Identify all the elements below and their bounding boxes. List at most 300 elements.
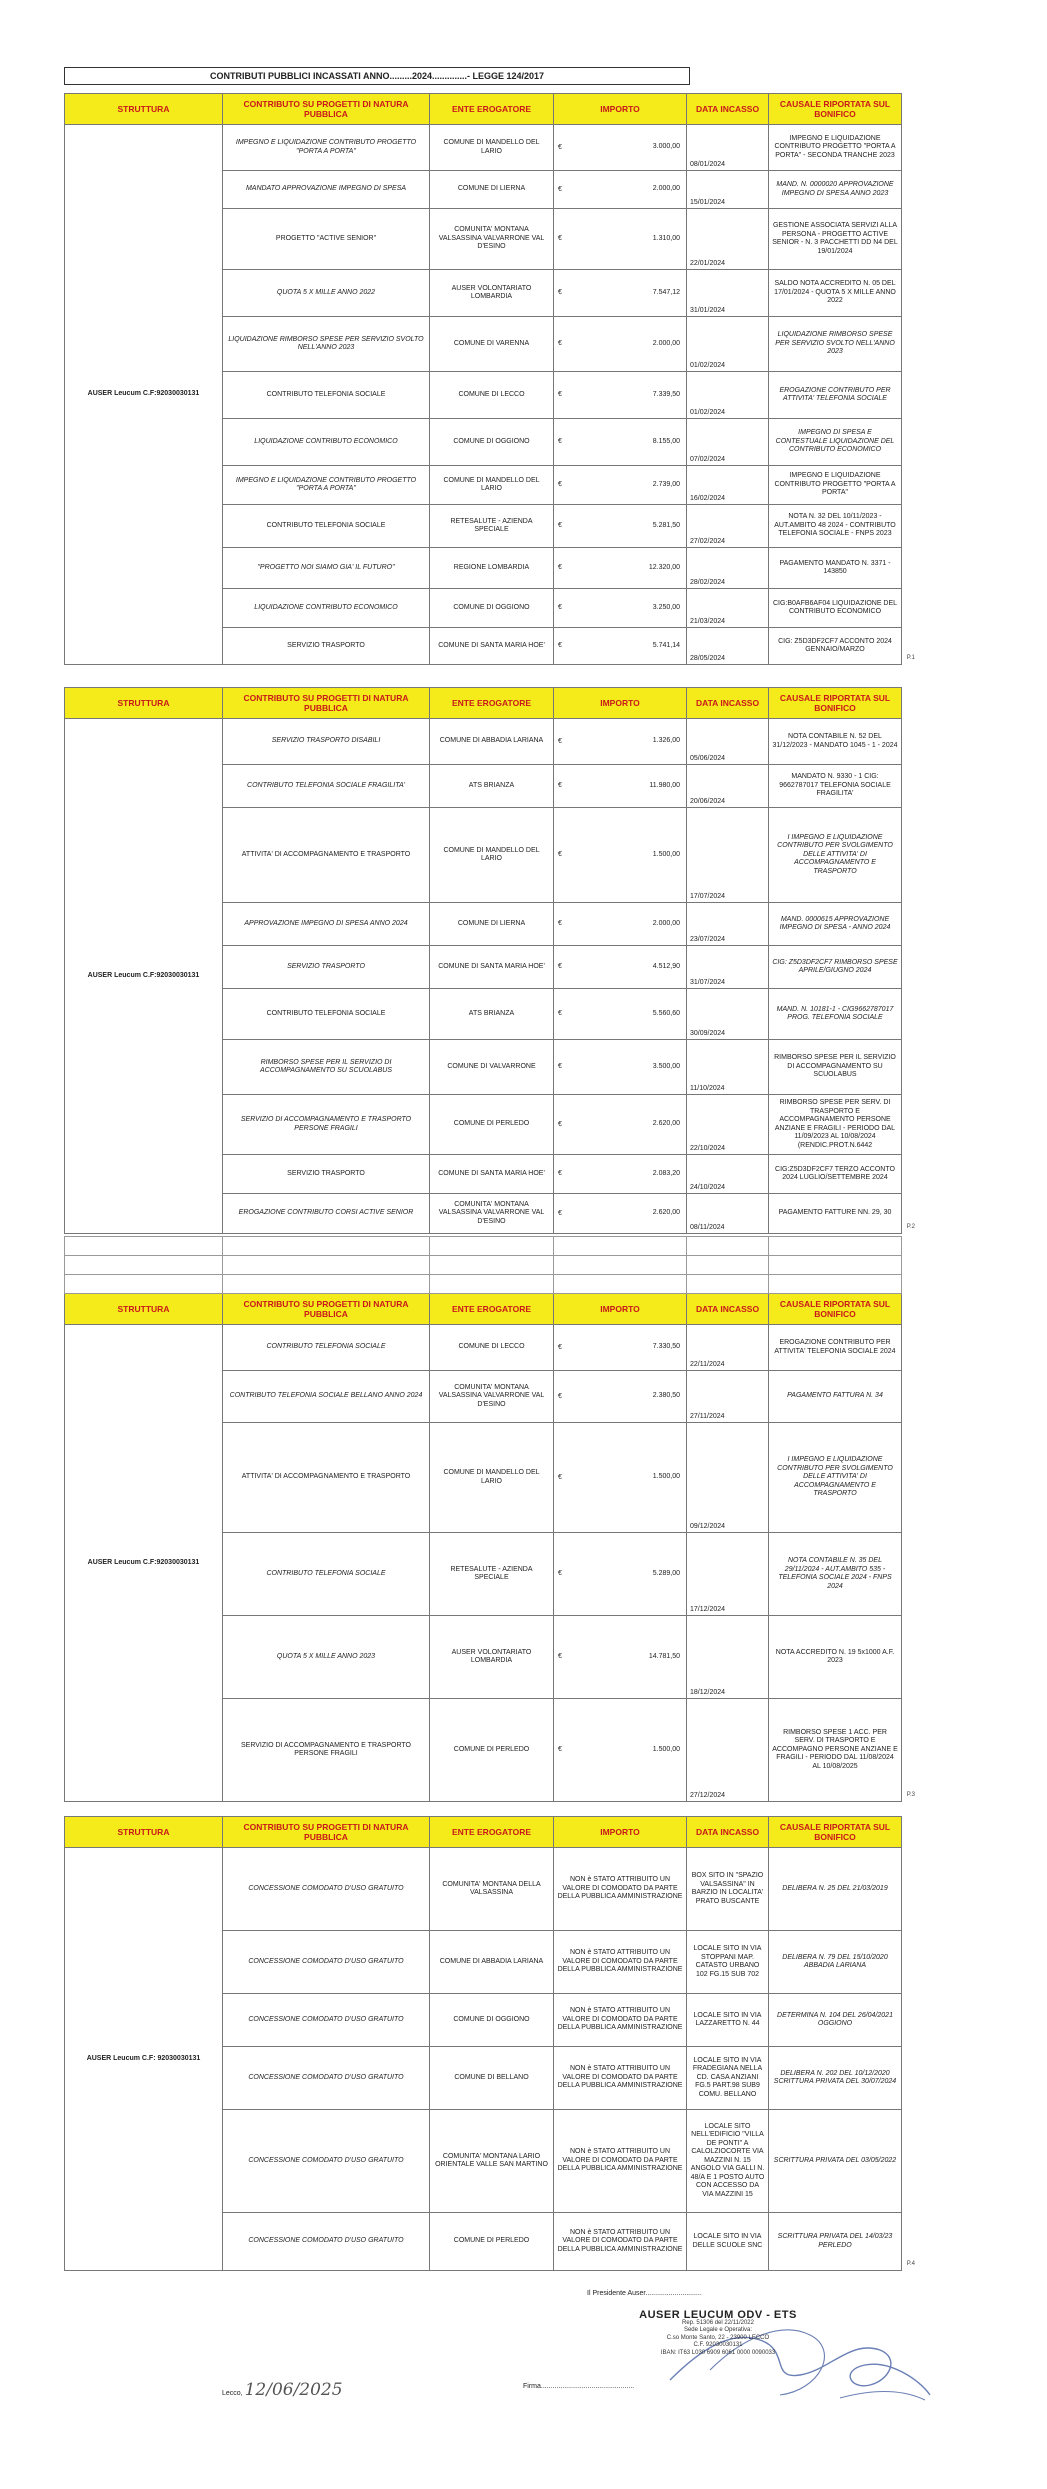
- page-number: P.2: [906, 1224, 915, 1230]
- causale-cell: NOTA N. 32 DEL 10/11/2023 - AUT.AMBITO 48 2024 - CONTRIBUTO TELEFONIA SOCIALE - FNPS 2023: [769, 505, 902, 548]
- ente-cell: AUSER VOLONTARIATO LOMBARDIA: [430, 1616, 554, 1699]
- ente-cell: COMUNE DI SANTA MARIA HOE': [430, 946, 554, 989]
- euro-symbol: €: [558, 288, 562, 296]
- document-title: CONTRIBUTI PUBBLICI INCASSATI ANNO.........2024..............- LEGGE 124/2017: [64, 67, 690, 85]
- struttura-cell: AUSER Leucum C.F: 92030030131: [65, 1848, 223, 2271]
- blank-cell: [223, 1256, 430, 1275]
- contributo-cell: RIMBORSO SPESE PER IL SERVIZIO DI ACCOMPAGNAMENTO SU SCUOLABUS: [223, 1040, 430, 1095]
- contributions-table: [64, 687, 902, 1234]
- contributo-cell: EROGAZIONE CONTRIBUTO CORSI ACTIVE SENIOR: [223, 1194, 430, 1234]
- causale-cell: DETERMINA N. 104 DEL 26/04/2021 OGGIONO: [769, 1994, 902, 2047]
- euro-symbol: €: [558, 1009, 562, 1017]
- ente-cell: COMUNE DI PERLEDO: [430, 1699, 554, 1802]
- data-incasso-cell: 09/12/2024: [687, 1423, 769, 1533]
- col-header-importo: IMPORTO: [554, 94, 687, 125]
- contributo-cell: SERVIZIO TRASPORTO DISABILI: [223, 719, 430, 765]
- contributo-cell: CONCESSIONE COMODATO D'USO GRATUITO: [223, 2213, 430, 2271]
- ente-cell: COMUNE DI LIERNA: [430, 903, 554, 946]
- contributo-cell: QUOTA 5 X MILLE ANNO 2022: [223, 270, 430, 317]
- importo-value: 11.980,00: [649, 781, 680, 789]
- importo-cell: [554, 505, 687, 548]
- col-header-struttura: STRUTTURA: [65, 688, 223, 719]
- euro-symbol: €: [558, 1569, 562, 1577]
- data-incasso-cell: LOCALE SITO IN VIA STOPPANI MAP. CATASTO URBANO 102 FG.15 SUB 702: [687, 1931, 769, 1994]
- data-incasso-cell: 31/01/2024: [687, 270, 769, 317]
- ente-cell: COMUNITA' MONTANA DELLA VALSASSINA: [430, 1848, 554, 1931]
- importo-value: 5.560,60: [652, 1009, 680, 1017]
- ente-cell: COMUNITA' MONTANA VALSASSINA VALVARRONE VAL D'ESINO: [430, 1194, 554, 1234]
- contributo-cell: MANDATO APPROVAZIONE IMPEGNO DI SPESA: [223, 171, 430, 209]
- firma-label: Firma................................................: [523, 2383, 635, 2390]
- contributo-cell: LIQUIDAZIONE CONTRIBUTO ECONOMICO: [223, 419, 430, 466]
- data-incasso-cell: 28/02/2024: [687, 548, 769, 589]
- contributo-cell: APPROVAZIONE IMPEGNO DI SPESA ANNO 2024: [223, 903, 430, 946]
- causale-cell: MAND. N. 0000020 APPROVAZIONE IMPEGNO DI SPESA ANNO 2023: [769, 171, 902, 209]
- ente-cell: COMUNE DI MANDELLO DEL LARIO: [430, 1423, 554, 1533]
- contributo-cell: CONCESSIONE COMODATO D'USO GRATUITO: [223, 2047, 430, 2110]
- table-row: [65, 1848, 902, 1931]
- importo-cell: [554, 1423, 687, 1533]
- importo-value: 3.000,00: [652, 143, 680, 151]
- data-incasso-cell: 27/12/2024: [687, 1699, 769, 1802]
- table-section: [64, 687, 915, 1234]
- blank-cell: [769, 1256, 902, 1275]
- struttura-cell: AUSER Leucum C.F:92030030131: [65, 719, 223, 1234]
- blank-cell: [687, 1256, 769, 1275]
- blank-cell: [554, 1237, 687, 1256]
- data-incasso-cell: 22/01/2024: [687, 209, 769, 270]
- importo-value: 2.083,20: [652, 1169, 680, 1177]
- importo-cell: [554, 946, 687, 989]
- col-header-causale: CAUSALE RIPORTATA SUL BONIFICO: [769, 1294, 902, 1325]
- euro-symbol: €: [558, 390, 562, 398]
- euro-symbol: €: [558, 919, 562, 927]
- importo-cell: [554, 270, 687, 317]
- ente-cell: COMUNE DI MANDELLO DEL LARIO: [430, 466, 554, 505]
- importo-cell: [554, 1040, 687, 1095]
- contributo-cell: SERVIZIO DI ACCOMPAGNAMENTO E TRASPORTO PERSONE FRAGILI: [223, 1095, 430, 1155]
- ente-cell: COMUNE DI PERLEDO: [430, 1095, 554, 1155]
- causale-cell: DELIBERA N. 202 DEL 10/12/2020 SCRITTURA PRIVATA DEL 30/07/2024: [769, 2047, 902, 2110]
- contributo-cell: IMPEGNO E LIQUIDAZIONE CONTRIBUTO PROGETTO "PORTA A PORTA": [223, 466, 430, 505]
- euro-symbol: €: [558, 1062, 562, 1070]
- col-header-ente: ENTE EROGATORE: [430, 94, 554, 125]
- col-header-struttura: STRUTTURA: [65, 1294, 223, 1325]
- blank-cell: [687, 1275, 769, 1294]
- importo-cell: [554, 628, 687, 665]
- ente-cell: COMUNITA' MONTANA VALSASSINA VALVARRONE VAL D'ESINO: [430, 209, 554, 270]
- blank-cell: [65, 1256, 223, 1275]
- euro-symbol: €: [558, 781, 562, 789]
- header-row: [65, 688, 902, 719]
- col-header-contributo: CONTRIBUTO SU PROGETTI DI NATURA PUBBLICA: [223, 1294, 430, 1325]
- table-section: [64, 1816, 915, 2271]
- importo-value: 2.380,50: [652, 1392, 680, 1400]
- importo-value: 3.250,00: [652, 603, 680, 611]
- euro-symbol: €: [558, 143, 562, 151]
- blank-cell: [687, 1237, 769, 1256]
- data-incasso-cell: 23/07/2024: [687, 903, 769, 946]
- importo-cell: [554, 125, 687, 171]
- importo-cell: [554, 989, 687, 1040]
- importo-cell: NON è STATO ATTRIBUITO UN VALORE DI COMODATO DA PARTE DELLA PUBBLICA AMMINISTRAZIONE: [554, 2213, 687, 2271]
- importo-value: 1.500,00: [652, 1745, 680, 1753]
- data-incasso-cell: 18/12/2024: [687, 1616, 769, 1699]
- causale-cell: MANDATO N. 9330 - 1 CIG: 9662787017 TELEFONIA SOCIALE FRAGILITA': [769, 765, 902, 808]
- causale-cell: MAND. 0000615 APPROVAZIONE IMPEGNO DI SPESA - ANNO 2024: [769, 903, 902, 946]
- importo-cell: [554, 466, 687, 505]
- causale-cell: DELIBERA N. 79 DEL 15/10/2020 ABBADIA LARIANA: [769, 1931, 902, 1994]
- importo-value: 2.620,00: [652, 1209, 680, 1217]
- causale-cell: SCRITTURA PRIVATA DEL 03/05/2022: [769, 2110, 902, 2213]
- importo-value: 5.741,14: [652, 641, 680, 649]
- data-incasso-cell: 08/11/2024: [687, 1194, 769, 1234]
- organization-name: AUSER LEUCUM ODV - ETS: [639, 2309, 797, 2321]
- contributo-cell: CONTRIBUTO TELEFONIA SOCIALE FRAGILITA': [223, 765, 430, 808]
- importo-cell: [554, 317, 687, 372]
- contributions-table: [64, 1816, 902, 2271]
- importo-value: 7.547,12: [652, 288, 680, 296]
- causale-cell: RIMBORSO SPESE PER IL SERVIZIO DI ACCOMPAGNAMENTO SU SCUOLABUS: [769, 1040, 902, 1095]
- col-header-data-incasso: DATA INCASSO: [687, 688, 769, 719]
- causale-cell: DELIBERA N. 25 DEL 21/03/2019: [769, 1848, 902, 1931]
- contributo-cell: PROGETTO "ACTIVE SENIOR": [223, 209, 430, 270]
- euro-symbol: €: [558, 1473, 562, 1481]
- data-incasso-cell: LOCALE SITO IN VIA DELLE SCUOLE SNC: [687, 2213, 769, 2271]
- org-line: Sede Legale e Operativa:: [683, 2327, 753, 2333]
- importo-cell: [554, 765, 687, 808]
- importo-cell: [554, 1533, 687, 1616]
- col-header-data-incasso: DATA INCASSO: [687, 1817, 769, 1848]
- causale-cell: LIQUIDAZIONE RIMBORSO SPESE PER SERVIZIO SVOLTO NELL'ANNO 2023: [769, 317, 902, 372]
- importo-cell: NON è STATO ATTRIBUITO UN VALORE DI COMODATO DA PARTE DELLA PUBBLICA AMMINISTRAZIONE: [554, 1931, 687, 1994]
- org-line: C.so Monte Santo, 22 - 23900 LECCO: [666, 2334, 770, 2341]
- causale-cell: NOTA CONTABILE N. 52 DEL 31/12/2023 - MANDATO 1045 - 1 - 2024: [769, 719, 902, 765]
- data-incasso-cell: 11/10/2024: [687, 1040, 769, 1095]
- data-incasso-cell: 01/02/2024: [687, 317, 769, 372]
- col-header-struttura: STRUTTURA: [65, 1817, 223, 1848]
- importo-cell: [554, 903, 687, 946]
- importo-cell: [554, 808, 687, 903]
- importo-value: 1.310,00: [652, 234, 680, 242]
- col-header-ente: ENTE EROGATORE: [430, 1817, 554, 1848]
- causale-cell: I IMPEGNO E LIQUIDAZIONE CONTRIBUTO PER SVOLGIMENTO DELLE ATTIVITA' DI ACCOMPAGNAMENTO E TRASPORTO: [769, 808, 902, 903]
- ente-cell: COMUNE DI MANDELLO DEL LARIO: [430, 808, 554, 903]
- importo-cell: [554, 419, 687, 466]
- importo-cell: [554, 372, 687, 419]
- struttura-cell: AUSER Leucum C.F:92030030131: [65, 125, 223, 665]
- euro-symbol: €: [558, 437, 562, 445]
- col-header-causale: CAUSALE RIPORTATA SUL BONIFICO: [769, 688, 902, 719]
- ente-cell: ATS BRIANZA: [430, 989, 554, 1040]
- ente-cell: COMUNE DI VALVARRONE: [430, 1040, 554, 1095]
- importo-cell: NON è STATO ATTRIBUITO UN VALORE DI COMODATO DA PARTE DELLA PUBBLICA AMMINISTRAZIONE: [554, 2110, 687, 2213]
- col-header-contributo: CONTRIBUTO SU PROGETTI DI NATURA PUBBLICA: [223, 1817, 430, 1848]
- causale-cell: RIMBORSO SPESE 1 ACC. PER SERV. DI TRASPORTO E ACCOMPAGNO PERSONE ANZIANE E FRAGILI - PERIODO DAL 11/08/2024 AL 10/08/2025: [769, 1699, 902, 1802]
- importo-cell: [554, 1371, 687, 1423]
- blank-cell: [430, 1275, 554, 1294]
- ente-cell: COMUNE DI SANTA MARIA HOE': [430, 1155, 554, 1194]
- euro-symbol: €: [558, 1120, 562, 1128]
- col-header-contributo: CONTRIBUTO SU PROGETTI DI NATURA PUBBLICA: [223, 94, 430, 125]
- col-header-importo: IMPORTO: [554, 688, 687, 719]
- ente-cell: COMUNE DI ABBADIA LARIANA: [430, 719, 554, 765]
- ente-cell: AUSER VOLONTARIATO LOMBARDIA: [430, 270, 554, 317]
- contributo-cell: CONTRIBUTO TELEFONIA SOCIALE: [223, 1533, 430, 1616]
- place-date: [222, 2380, 343, 2400]
- causale-cell: IMPEGNO DI SPESA E CONTESTUALE LIQUIDAZIONE DEL CONTRIBUTO ECONOMICO: [769, 419, 902, 466]
- data-incasso-cell: 31/07/2024: [687, 946, 769, 989]
- causale-cell: SALDO NOTA ACCREDITO N. 05 DEL 17/01/2024 - QUOTA 5 X MILLE ANNO 2022: [769, 270, 902, 317]
- table-row: [65, 1325, 902, 1371]
- col-header-ente: ENTE EROGATORE: [430, 688, 554, 719]
- blank-cell: [554, 1256, 687, 1275]
- contributo-cell: IMPEGNO E LIQUIDAZIONE CONTRIBUTO PROGETTO "PORTA A PORTA": [223, 125, 430, 171]
- contributo-cell: CONTRIBUTO TELEFONIA SOCIALE BELLANO ANNO 2024: [223, 1371, 430, 1423]
- importo-cell: [554, 589, 687, 628]
- blank-cell: [554, 1275, 687, 1294]
- contributo-cell: CONTRIBUTO TELEFONIA SOCIALE: [223, 372, 430, 419]
- col-header-importo: IMPORTO: [554, 1817, 687, 1848]
- data-incasso-cell: 07/02/2024: [687, 419, 769, 466]
- euro-symbol: €: [558, 641, 562, 649]
- causale-cell: RIMBORSO SPESE PER SERV. DI TRASPORTO E ACCOMPAGNAMENTO PERSONE ANZIANE E FRAGILI - PERIODO DAL 11/09/2023 AL 10/08/2024 (RENDIC.PROT.N.6442: [769, 1095, 902, 1155]
- importo-value: 1.500,00: [652, 1473, 680, 1481]
- importo-cell: NON è STATO ATTRIBUITO UN VALORE DI COMODATO DA PARTE DELLA PUBBLICA AMMINISTRAZIONE: [554, 1994, 687, 2047]
- euro-symbol: €: [558, 737, 562, 745]
- euro-symbol: €: [558, 185, 562, 193]
- table-section: [64, 93, 915, 665]
- data-incasso-cell: 16/02/2024: [687, 466, 769, 505]
- data-incasso-cell: 28/05/2024: [687, 628, 769, 665]
- importo-cell: [554, 1155, 687, 1194]
- contributo-cell: ATTIVITA' DI ACCOMPAGNAMENTO E TRASPORTO: [223, 808, 430, 903]
- col-header-importo: IMPORTO: [554, 1294, 687, 1325]
- data-incasso-cell: 17/12/2024: [687, 1533, 769, 1616]
- euro-symbol: €: [558, 603, 562, 611]
- causale-cell: I IMPEGNO E LIQUIDAZIONE CONTRIBUTO PER SVOLGIMENTO DELLE ATTIVITA' DI ACCOMPAGNAMENTO E TRASPORTO: [769, 1423, 902, 1533]
- ente-cell: ATS BRIANZA: [430, 765, 554, 808]
- data-incasso-cell: 27/02/2024: [687, 505, 769, 548]
- importo-value: 12.320,00: [648, 563, 680, 571]
- importo-value: 1.326,00: [652, 737, 680, 745]
- contributo-cell: CONCESSIONE COMODATO D'USO GRATUITO: [223, 1848, 430, 1931]
- causale-cell: CIG:B0AFB6AF04 LIQUIDAZIONE DEL CONTRIBUTO ECONOMICO: [769, 589, 902, 628]
- euro-symbol: €: [558, 1169, 562, 1177]
- causale-cell: CIG: Z5D3DF2CF7 ACCONTO 2024 GENNAIO/MARZO: [769, 628, 902, 665]
- causale-cell: NOTA CONTABILE N. 35 DEL 29/11/2024 - AUT.AMBITO 535 - TELEFONIA SOCIALE 2024 - FNPS 2024: [769, 1533, 902, 1616]
- table-row: [65, 125, 902, 171]
- importo-value: 1.500,00: [652, 850, 680, 858]
- ente-cell: COMUNE DI VARENNA: [430, 317, 554, 372]
- importo-value: 2.739,00: [652, 480, 680, 488]
- org-line: IBAN: IT63 L030 6909 6061 0000 0090033: [660, 2349, 776, 2356]
- importo-cell: [554, 1095, 687, 1155]
- contributo-cell: CONTRIBUTO TELEFONIA SOCIALE: [223, 505, 430, 548]
- col-header-struttura: STRUTTURA: [65, 94, 223, 125]
- causale-cell: PAGAMENTO FATTURE NN. 29, 30: [769, 1194, 902, 1234]
- page-number: P.3: [906, 1792, 915, 1798]
- causale-cell: PAGAMENTO FATTURA N. 34: [769, 1371, 902, 1423]
- handwritten-date: 12/06/2025: [244, 2380, 343, 2400]
- page-number: P.1: [906, 655, 915, 661]
- importo-cell: [554, 1325, 687, 1371]
- ente-cell: COMUNITA' MONTANA LARIO ORIENTALE VALLE SAN MARTINO: [430, 2110, 554, 2213]
- blank-cell: [65, 1237, 223, 1256]
- data-incasso-cell: 24/10/2024: [687, 1155, 769, 1194]
- page-number: P.4: [906, 2261, 915, 2267]
- euro-symbol: €: [558, 1343, 562, 1351]
- importo-value: 2.000,00: [652, 185, 680, 193]
- ente-cell: RETESALUTE - AZIENDA SPECIALE: [430, 1533, 554, 1616]
- blank-cell: [430, 1256, 554, 1275]
- blank-cell: [223, 1275, 430, 1294]
- causale-cell: NOTA ACCREDITO N. 19 5x1000 A.F. 2023: [769, 1616, 902, 1699]
- organization-stamp: [628, 2309, 808, 2357]
- contributo-cell: LIQUIDAZIONE RIMBORSO SPESE PER SERVIZIO SVOLTO NELL'ANNO 2023: [223, 317, 430, 372]
- contributo-cell: CONTRIBUTO TELEFONIA SOCIALE: [223, 989, 430, 1040]
- euro-symbol: €: [558, 1209, 562, 1217]
- causale-cell: EROGAZIONE CONTRIBUTO PER ATTIVITA' TELEFONIA SOCIALE: [769, 372, 902, 419]
- importo-value: 8.155,00: [652, 437, 680, 445]
- euro-symbol: €: [558, 480, 562, 488]
- contributo-cell: CONCESSIONE COMODATO D'USO GRATUITO: [223, 1994, 430, 2047]
- importo-value: 7.339,50: [652, 390, 680, 398]
- ente-cell: COMUNE DI OGGIONO: [430, 589, 554, 628]
- ente-cell: COMUNE DI LECCO: [430, 372, 554, 419]
- contributo-cell: LIQUIDAZIONE CONTRIBUTO ECONOMICO: [223, 589, 430, 628]
- data-incasso-cell: 01/02/2024: [687, 372, 769, 419]
- data-incasso-cell: 22/10/2024: [687, 1095, 769, 1155]
- ente-cell: COMUNE DI SANTA MARIA HOE': [430, 628, 554, 665]
- euro-symbol: €: [558, 1392, 562, 1400]
- euro-symbol: €: [558, 521, 562, 529]
- importo-cell: [554, 1699, 687, 1802]
- blank-cell: [769, 1237, 902, 1256]
- importo-value: 7.330,50: [652, 1343, 680, 1351]
- euro-symbol: €: [558, 1652, 562, 1660]
- importo-cell: NON è STATO ATTRIBUITO UN VALORE DI COMODATO DA PARTE DELLA PUBBLICA AMMINISTRAZIONE: [554, 1848, 687, 1931]
- data-incasso-cell: 22/11/2024: [687, 1325, 769, 1371]
- causale-cell: CIG: Z5D3DF2CF7 RIMBORSO SPESE APRILE/GIUGNO 2024: [769, 946, 902, 989]
- ente-cell: COMUNE DI LIERNA: [430, 171, 554, 209]
- blank-cell: [223, 1237, 430, 1256]
- header-row: [65, 1294, 902, 1325]
- contributions-table: [64, 1236, 902, 1802]
- header-row: [65, 1817, 902, 1848]
- euro-symbol: €: [558, 339, 562, 347]
- data-incasso-cell: LOCALE SITO IN VIA LAZZARETTO N. 44: [687, 1994, 769, 2047]
- importo-value: 3.500,00: [652, 1062, 680, 1070]
- importo-cell: [554, 209, 687, 270]
- contributo-cell: "PROGETTO NOI SIAMO GIA' IL FUTURO": [223, 548, 430, 589]
- col-header-data-incasso: DATA INCASSO: [687, 94, 769, 125]
- euro-symbol: €: [558, 962, 562, 970]
- causale-cell: PAGAMENTO MANDATO N. 3371 - 143850: [769, 548, 902, 589]
- causale-cell: GESTIONE ASSOCIATA SERVIZI ALLA PERSONA - PROGETTO ACTIVE SENIOR - N. 3 PACCHETTI DD N4 DEL 19/01/2024: [769, 209, 902, 270]
- col-header-contributo: CONTRIBUTO SU PROGETTI DI NATURA PUBBLICA: [223, 688, 430, 719]
- col-header-data-incasso: DATA INCASSO: [687, 1294, 769, 1325]
- causale-cell: MAND. N. 10181-1 - CIG9662787017 PROG. TELEFONIA SOCIALE: [769, 989, 902, 1040]
- causale-cell: SCRITTURA PRIVATA DEL 14/03/23 PERLEDO: [769, 2213, 902, 2271]
- col-header-ente: ENTE EROGATORE: [430, 1294, 554, 1325]
- contributo-cell: QUOTA 5 X MILLE ANNO 2023: [223, 1616, 430, 1699]
- ente-cell: COMUNE DI OGGIONO: [430, 419, 554, 466]
- euro-symbol: €: [558, 1745, 562, 1753]
- causale-cell: EROGAZIONE CONTRIBUTO PER ATTIVITA' TELEFONIA SOCIALE 2024: [769, 1325, 902, 1371]
- ente-cell: COMUNE DI ABBADIA LARIANA: [430, 1931, 554, 1994]
- importo-value: 4.512,90: [652, 962, 680, 970]
- importo-cell: [554, 1194, 687, 1234]
- contributo-cell: CONCESSIONE COMODATO D'USO GRATUITO: [223, 2110, 430, 2213]
- data-incasso-cell: 30/09/2024: [687, 989, 769, 1040]
- data-incasso-cell: LOCALE SITO NELL'EDIFICIO "VILLA DE PONTI" A CALOLZIOCORTE VIA MAZZINI N. 15 ANGOLO VIA GALLI N. 48/A E 1 POSTO AUTO CON ACCESSO DA VIA MAZZINI 15: [687, 2110, 769, 2213]
- importo-value: 2.620,00: [652, 1120, 680, 1128]
- place-label: Lecco,: [222, 2390, 243, 2397]
- causale-cell: CIG:Z5D3DF2CF7 TERZO ACCONTO 2024 LUGLIO/SETTEMBRE 2024: [769, 1155, 902, 1194]
- euro-symbol: €: [558, 850, 562, 858]
- contributo-cell: SERVIZIO TRASPORTO: [223, 628, 430, 665]
- contributo-cell: CONTRIBUTO TELEFONIA SOCIALE: [223, 1325, 430, 1371]
- causale-cell: IMPEGNO E LIQUIDAZIONE CONTRIBUTO PROGETTO "PORTA A PORTA": [769, 466, 902, 505]
- importo-cell: [554, 548, 687, 589]
- importo-value: 2.000,00: [652, 919, 680, 927]
- data-incasso-cell: 08/01/2024: [687, 125, 769, 171]
- importo-cell: [554, 719, 687, 765]
- importo-cell: NON è STATO ATTRIBUITO UN VALORE DI COMODATO DA PARTE DELLA PUBBLICA AMMINISTRAZIONE: [554, 2047, 687, 2110]
- contributo-cell: SERVIZIO TRASPORTO: [223, 946, 430, 989]
- contributo-cell: SERVIZIO DI ACCOMPAGNAMENTO E TRASPORTO PERSONE FRAGILI: [223, 1699, 430, 1802]
- struttura-cell: AUSER Leucum C.F:92030030131: [65, 1325, 223, 1802]
- ente-cell: COMUNE DI BELLANO: [430, 2047, 554, 2110]
- president-label: Il Presidente Auser.............................: [587, 2290, 702, 2297]
- table-row: [65, 719, 902, 765]
- ente-cell: COMUNITA' MONTANA VALSASSINA VALVARRONE VAL D'ESINO: [430, 1371, 554, 1423]
- importo-value: 2.000,00: [652, 339, 680, 347]
- contributo-cell: ATTIVITA' DI ACCOMPAGNAMENTO E TRASPORTO: [223, 1423, 430, 1533]
- blank-cell: [430, 1237, 554, 1256]
- blank-cell: [769, 1275, 902, 1294]
- contributo-cell: CONCESSIONE COMODATO D'USO GRATUITO: [223, 1931, 430, 1994]
- ente-cell: COMUNE DI PERLEDO: [430, 2213, 554, 2271]
- ente-cell: COMUNE DI OGGIONO: [430, 1994, 554, 2047]
- importo-value: 5.289,00: [652, 1569, 680, 1577]
- contributo-cell: SERVIZIO TRASPORTO: [223, 1155, 430, 1194]
- contributions-table: [64, 93, 902, 665]
- org-line: C.F. 92030030131: [693, 2342, 743, 2348]
- ente-cell: REGIONE LOMBARDIA: [430, 548, 554, 589]
- data-incasso-cell: 15/01/2024: [687, 171, 769, 209]
- ente-cell: RETESALUTE - AZIENDA SPECIALE: [430, 505, 554, 548]
- ente-cell: COMUNE DI MANDELLO DEL LARIO: [430, 125, 554, 171]
- data-incasso-cell: BOX SITO IN "SPAZIO VALSASSINA" IN BARZIO IN LOCALITA' PRATO BUSCANTE: [687, 1848, 769, 1931]
- blank-row: [65, 1275, 902, 1294]
- blank-cell: [65, 1275, 223, 1294]
- blank-row: [65, 1256, 902, 1275]
- org-line: Rep. 51306 del 22/11/2022: [682, 2319, 754, 2326]
- euro-symbol: €: [558, 563, 562, 571]
- data-incasso-cell: LOCALE SITO IN VIA FRADEGIANA NELLA CD. CASA ANZIANI FG.5 PART.98 SUB9 COMU. BELLANO: [687, 2047, 769, 2110]
- blank-row: [65, 1237, 902, 1256]
- importo-value: 5.281,50: [652, 521, 680, 529]
- data-incasso-cell: 20/06/2024: [687, 765, 769, 808]
- causale-cell: IMPEGNO E LIQUIDAZIONE CONTRIBUTO PROGETTO "PORTA A PORTA" - SECONDA TRANCHE 2023: [769, 125, 902, 171]
- table-section: [64, 1236, 915, 1802]
- euro-symbol: €: [558, 234, 562, 242]
- importo-cell: [554, 1616, 687, 1699]
- signature-area: [0, 2290, 1047, 2460]
- data-incasso-cell: 17/07/2024: [687, 808, 769, 903]
